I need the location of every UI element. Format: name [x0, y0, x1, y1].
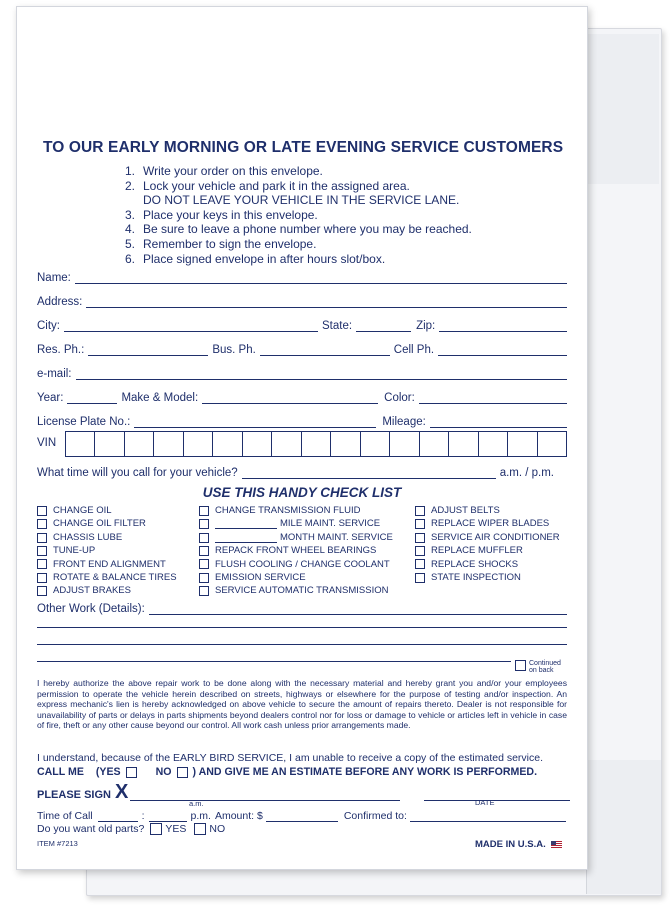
checklist-item[interactable]: CHANGE TRANSMISSION FLUID — [199, 504, 393, 517]
checklist-title: USE THIS HANDY CHECK LIST — [202, 485, 402, 500]
authorization-text: I hereby authorize the above repair work to be done along with the necessary material and hereby grant you and/or your employees permission to operate the vehicle herein described on streets, highways or elsewhere for the purpose of testing and/or inspection. An express mechanic's lien is hereby acknowledged on above vehicle to secure the amount of repairs thereto. Dealer is not responsible for unavailability of parts or delays in parts shipments beyond dealers control nor for loss or damage to vehicle or articles left in vehicle in case of fire, theft or any other cause beyond our control. All work cash unless prior arrangements made. — [37, 678, 567, 731]
checklist-item[interactable]: SERVICE AUTOMATIC TRANSMISSION — [199, 584, 393, 597]
bus-phone-field[interactable] — [260, 343, 390, 356]
checklist-item[interactable]: REPACK FRONT WHEEL BEARINGS — [199, 544, 393, 557]
hour-field[interactable] — [98, 809, 138, 822]
instruction-item: 6. Place signed envelope in after hours slot/box. — [125, 251, 386, 266]
pm-label: p.m. — [190, 810, 211, 822]
date-field[interactable] — [424, 788, 570, 801]
checklist-item[interactable]: CHASSIS LUBE — [37, 531, 177, 544]
cell-phone-label: Cell Ph. — [393, 344, 435, 356]
checkbox[interactable] — [415, 506, 425, 516]
checkbox[interactable] — [37, 546, 47, 556]
checklist-item[interactable]: SERVICE AIR CONDITIONER — [415, 531, 560, 544]
checklist-item[interactable]: CHANGE OIL FILTER — [37, 517, 177, 530]
confirmed-label: Confirmed to: — [343, 810, 407, 822]
old-parts-row — [37, 823, 225, 835]
call-yes-checkbox[interactable] — [126, 767, 137, 778]
checklist-item[interactable]: REPLACE SHOCKS — [415, 558, 560, 571]
checklist-item[interactable]: ADJUST BRAKES — [37, 584, 177, 597]
mileage-field[interactable] — [430, 415, 567, 428]
please-sign-label: PLEASE SIGN — [37, 789, 111, 801]
vehicle-row — [37, 388, 567, 404]
checklist-item[interactable]: CHANGE OIL — [37, 504, 177, 517]
cell-phone-field[interactable] — [438, 343, 567, 356]
understand-text: I understand, because of the EARLY BIRD SERVICE, I am unable to receive a copy of the estimated service. — [37, 752, 544, 764]
zip-label: Zip: — [416, 320, 436, 332]
bus-phone-label: Bus. Ph. — [212, 344, 256, 356]
zip-field[interactable] — [439, 319, 567, 332]
name-field[interactable] — [75, 271, 567, 284]
checkbox[interactable] — [415, 546, 425, 556]
checklist-col-1 — [37, 504, 177, 598]
other-work-line[interactable] — [37, 661, 511, 662]
time-of-call-row: Time of Call : p.m. Amount: $ Confirmed to: — [37, 809, 566, 822]
checklist-item[interactable]: ROTATE & BALANCE TIRES — [37, 571, 177, 584]
vin-label: VIN — [37, 437, 57, 449]
made-in-usa: MADE IN U.S.A. — [475, 839, 562, 850]
mile-blank[interactable] — [215, 519, 277, 529]
color-field[interactable] — [419, 391, 567, 404]
instruction-item: 2. Lock your vehicle and park it in the assigned area. — [125, 178, 410, 193]
checkbox[interactable] — [37, 586, 47, 596]
license-label: License Plate No.: — [37, 416, 131, 428]
old-parts-label: Do you want old parts? — [37, 823, 145, 835]
color-label: Color: — [384, 392, 415, 404]
pickup-time-label: What time will you call for your vehicle? — [37, 467, 238, 479]
state-label: State: — [322, 320, 353, 332]
call-no-checkbox[interactable] — [177, 767, 188, 778]
address-field[interactable] — [86, 295, 567, 308]
res-phone-label: Res. Ph.: — [37, 344, 85, 356]
year-label: Year: — [37, 392, 64, 404]
amount-field[interactable] — [266, 809, 338, 822]
checklist-item[interactable]: MILE MAINT. SERVICE — [199, 517, 393, 530]
checkbox[interactable] — [415, 519, 425, 529]
other-work-label: Other Work (Details): — [37, 603, 145, 615]
year-field[interactable] — [67, 391, 117, 404]
other-work-row — [37, 599, 567, 615]
other-work-line[interactable] — [37, 644, 567, 645]
amount-label: Amount: $ — [214, 810, 263, 822]
checkbox[interactable] — [199, 559, 209, 569]
name-row — [37, 268, 567, 284]
us-flag-icon — [551, 841, 562, 848]
instruction-item: DO NOT LEAVE YOUR VEHICLE IN THE SERVICE LANE. — [143, 193, 460, 208]
checkbox[interactable] — [415, 559, 425, 569]
make-model-field[interactable] — [202, 391, 378, 404]
sign-x: X — [114, 781, 129, 803]
checkbox[interactable] — [199, 586, 209, 596]
envelope-flap-bottom — [586, 760, 661, 894]
old-parts-yes-checkbox[interactable] — [150, 823, 162, 835]
checkbox[interactable] — [199, 519, 209, 529]
checklist-item[interactable]: STATE INSPECTION — [415, 571, 560, 584]
minute-field[interactable] — [149, 809, 187, 822]
continued-on-back[interactable]: Continued on back — [515, 660, 561, 674]
state-field[interactable] — [356, 319, 411, 332]
am-label: a.m. — [189, 799, 204, 808]
email-field[interactable] — [76, 367, 567, 380]
city-label: City: — [37, 320, 60, 332]
yes-label: YES — [165, 823, 187, 835]
call-me-line: CALL ME (YES NO ) AND GIVE ME AN ESTIMATE BEFORE ANY WORK IS PERFORMED. — [37, 766, 538, 778]
checkbox[interactable] — [199, 573, 209, 583]
instruction-item: 4. Be sure to leave a phone number where you may be reached. — [125, 222, 472, 237]
checkbox[interactable] — [37, 573, 47, 583]
no-label: NO — [209, 823, 226, 835]
pickup-time-row — [37, 463, 567, 479]
license-field[interactable] — [134, 415, 376, 428]
instruction-item: 1. Write your order on this envelope. — [125, 164, 323, 178]
checklist-item[interactable]: ADJUST BELTS — [415, 504, 560, 517]
old-parts-no-checkbox[interactable] — [194, 823, 206, 835]
city-row — [37, 316, 567, 332]
checkbox[interactable] — [515, 660, 526, 671]
address-label: Address: — [37, 296, 83, 308]
other-work-field[interactable] — [149, 602, 567, 615]
checkbox[interactable] — [199, 506, 209, 516]
envelope-flap-top — [586, 34, 659, 184]
city-field[interactable] — [64, 319, 318, 332]
checkbox[interactable] — [37, 506, 47, 516]
name-label: Name: — [37, 272, 71, 284]
date-label: DATE — [475, 798, 495, 807]
checklist-col-3 — [415, 504, 560, 584]
checkbox[interactable] — [415, 533, 425, 543]
checklist-item[interactable]: TUNE-UP — [37, 544, 177, 557]
ampm-label: a.m. / p.m. — [499, 467, 555, 479]
time-of-call-label: Time of Call — [37, 810, 93, 822]
make-model-label: Make & Model: — [121, 392, 199, 404]
checkbox[interactable] — [415, 573, 425, 583]
checkbox[interactable] — [37, 559, 47, 569]
license-row — [37, 412, 567, 428]
other-work-line[interactable] — [37, 627, 567, 628]
signature-field[interactable] — [130, 788, 400, 801]
checkbox[interactable] — [37, 533, 47, 543]
mileage-label: Mileage: — [382, 416, 426, 428]
checkbox[interactable] — [37, 519, 47, 529]
checklist-item[interactable]: FLUSH COOLING / CHANGE COOLANT — [199, 558, 393, 571]
month-blank[interactable] — [215, 533, 277, 543]
res-phone-field[interactable] — [88, 343, 208, 356]
email-label: e-mail: — [37, 368, 72, 380]
vin-boxes[interactable] — [65, 431, 567, 457]
checkbox[interactable] — [199, 546, 209, 556]
instruction-item: 5. Remember to sign the envelope. — [125, 236, 317, 251]
item-number: ITEM #7213 — [37, 839, 78, 848]
checklist-item[interactable]: REPLACE MUFFLER — [415, 544, 560, 557]
instruction-list — [125, 164, 472, 266]
checklist-item[interactable]: FRONT END ALIGNMENT — [37, 558, 177, 571]
form-title: TO OUR EARLY MORNING OR LATE EVENING SERVICE CUSTOMERS — [43, 139, 564, 156]
checklist-col-2 — [199, 504, 393, 598]
confirmed-field[interactable] — [410, 809, 566, 822]
pickup-time-field[interactable] — [242, 466, 496, 479]
email-row — [37, 364, 567, 380]
checkbox[interactable] — [199, 533, 209, 543]
address-row — [37, 292, 567, 308]
checklist-item[interactable]: EMISSION SERVICE — [199, 571, 393, 584]
instruction-item: 3. Place your keys in this envelope. — [125, 207, 318, 222]
service-envelope-form — [16, 6, 588, 870]
checklist-item[interactable]: REPLACE WIPER BLADES — [415, 517, 560, 530]
phone-row — [37, 340, 567, 356]
checklist-item[interactable]: MONTH MAINT. SERVICE — [199, 531, 393, 544]
